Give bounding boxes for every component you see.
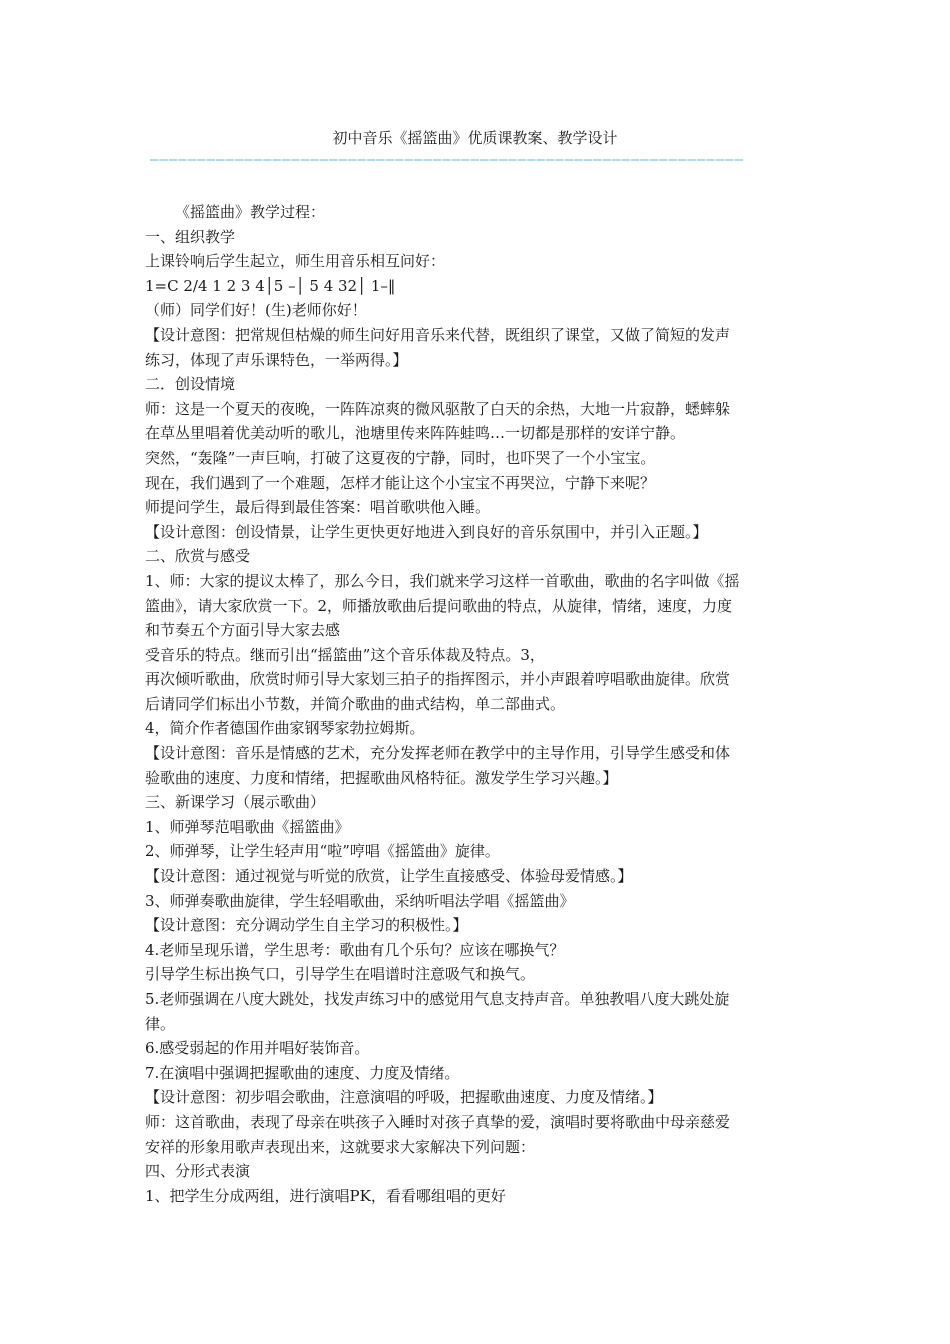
body-line: 4.老师呈现乐谱，学生思考：歌曲有几个乐句？应该在哪换气？ xyxy=(145,940,565,959)
body-line: 突然，“轰隆”一声巨响，打破了这夏夜的宁静，同时，也吓哭了一个小宝宝。 xyxy=(145,448,656,467)
body-line: 师提问学生，最后得到最佳答案：唱首歌哄他入睡。 xyxy=(145,498,491,517)
body-line: 在草丛里唱着优美动听的歌儿，池塘里传来阵阵蛙鸣…一切都是那样的安详宁静。 xyxy=(145,424,686,443)
body-line: 受音乐的特点。继而引出“摇篮曲”这个音乐体裁及特点。3， xyxy=(145,645,545,664)
body-line: 4，简介作者德国作曲家钢琴家勃拉姆斯。 xyxy=(145,719,425,738)
body-line: 【设计意图：音乐是情感的艺术，充分发挥老师在教学中的主导作用，引导学生感受和体 xyxy=(145,744,731,763)
body-line: 后请同学们标出小节数，并简介歌曲的曲式结构，单二部曲式。 xyxy=(145,694,566,713)
body-line: 1、把学生分成两组，进行演唱PK，看看哪组唱的更好 xyxy=(145,1186,506,1205)
body-line: 验歌曲的速度、力度和情绪，把握歌曲风格特征。激发学生学习兴趣。】 xyxy=(145,768,618,787)
body-line: 【设计意图：通过视觉与听觉的欣赏，让学生直接感受、体验母爱情感。】 xyxy=(145,867,633,886)
title-divider: ——————————————————————————————————————————————————————————————— xyxy=(150,152,745,168)
body-line: 1、师弹琴范唱歌曲《摇篮曲》 xyxy=(145,817,350,836)
body-line: 现在，我们遇到了一个难题，怎样才能让这个小宝宝不再哭泣，宁静下来呢？ xyxy=(145,473,656,492)
body-line: 练习，体现了声乐课特色，一举两得。】 xyxy=(145,350,408,369)
body-line: 【设计意图：初步唱会歌曲，注意演唱的呼吸，把握歌曲速度、力度及情绪。】 xyxy=(145,1088,663,1107)
body-line: 【设计意图：充分调动学生自主学习的积极性。】 xyxy=(145,916,468,935)
body-line: 师：这首歌曲，表现了母亲在哄孩子入睡时对孩子真挚的爱，演唱时要将歌曲中母亲慈爱 xyxy=(145,1112,731,1131)
body-line: 【设计意图：创设情景，让学生更快更好地进入到良好的音乐氛围中，并引入正题。】 xyxy=(145,522,708,541)
body-line: 师：这是一个夏天的夜晚，一阵阵凉爽的微风驱散了白天的余热，大地一片寂静，蟋蟀躲 xyxy=(145,399,731,418)
body-line: 一、组织教学 xyxy=(145,227,236,246)
body-line: 《摇篮曲》教学过程： xyxy=(175,203,326,221)
body-line: 和节奏五个方面引导大家去感 xyxy=(145,621,341,640)
body-line: 二．创设情境 xyxy=(145,375,236,394)
document-title: 初中音乐《摇篮曲》优质课教案、教学设计 xyxy=(332,129,618,147)
body-line: 律。 xyxy=(145,1014,176,1033)
body-line: 5.老师强调在八度大跳处，找发声练习中的感觉用气息支持声音。单独教唱八度大跳处旋 xyxy=(145,990,730,1008)
document-body xyxy=(145,200,810,1208)
body-line: 1=C 2/4 1 2 3 4│5 –│ 5 4 32│ 1–‖ xyxy=(145,276,396,295)
body-line: 四、分形式表演 xyxy=(145,1162,251,1181)
body-line: （师）同学们好！(生)老师你好！ xyxy=(145,301,367,320)
body-line: 3、师弹奏歌曲旋律，学生轻唱歌曲，采纳听唱法学唱《摇篮曲》 xyxy=(145,891,575,910)
body-line: 安祥的形象用歌声表现出来，这就要求大家解决下列问题： xyxy=(145,1137,536,1156)
body-line: 7.在演唱中强调把握歌曲的速度、力度及情绪。 xyxy=(145,1063,460,1082)
body-line: 再次倾听歌曲，欣赏时师引导大家划三拍子的指挥图示，并小声跟着哼唱歌曲旋律。欣赏 xyxy=(145,670,731,689)
body-line: 三、新课学习（展示歌曲） xyxy=(145,793,326,812)
body-line: 1、师：大家的提议太棒了，那么今日，我们就来学习这样一首歌曲，歌曲的名字叫做《摇 xyxy=(145,571,740,590)
body-line: 6.感受弱起的作用并唱好装饰音。 xyxy=(145,1039,370,1058)
body-line: 篮曲》，请大家欣赏一下。2，师播放歌曲后提问歌曲的特点，从旋律，情绪，速度，力度 xyxy=(145,596,733,615)
body-line: 2、师弹琴，让学生轻声用“啦”哼唱《摇篮曲》旋律。 xyxy=(145,842,500,861)
body-line: 上课铃响后学生起立，师生用音乐相互问好： xyxy=(145,252,446,271)
body-line: 二、欣赏与感受 xyxy=(145,547,251,566)
body-line: 【设计意图：把常规但枯燥的师生问好用音乐来代替，既组织了课堂，又做了简短的发声 xyxy=(145,325,731,344)
body-line: 引导学生标出换气口，引导学生在唱谱时注意吸气和换气。 xyxy=(145,965,536,984)
